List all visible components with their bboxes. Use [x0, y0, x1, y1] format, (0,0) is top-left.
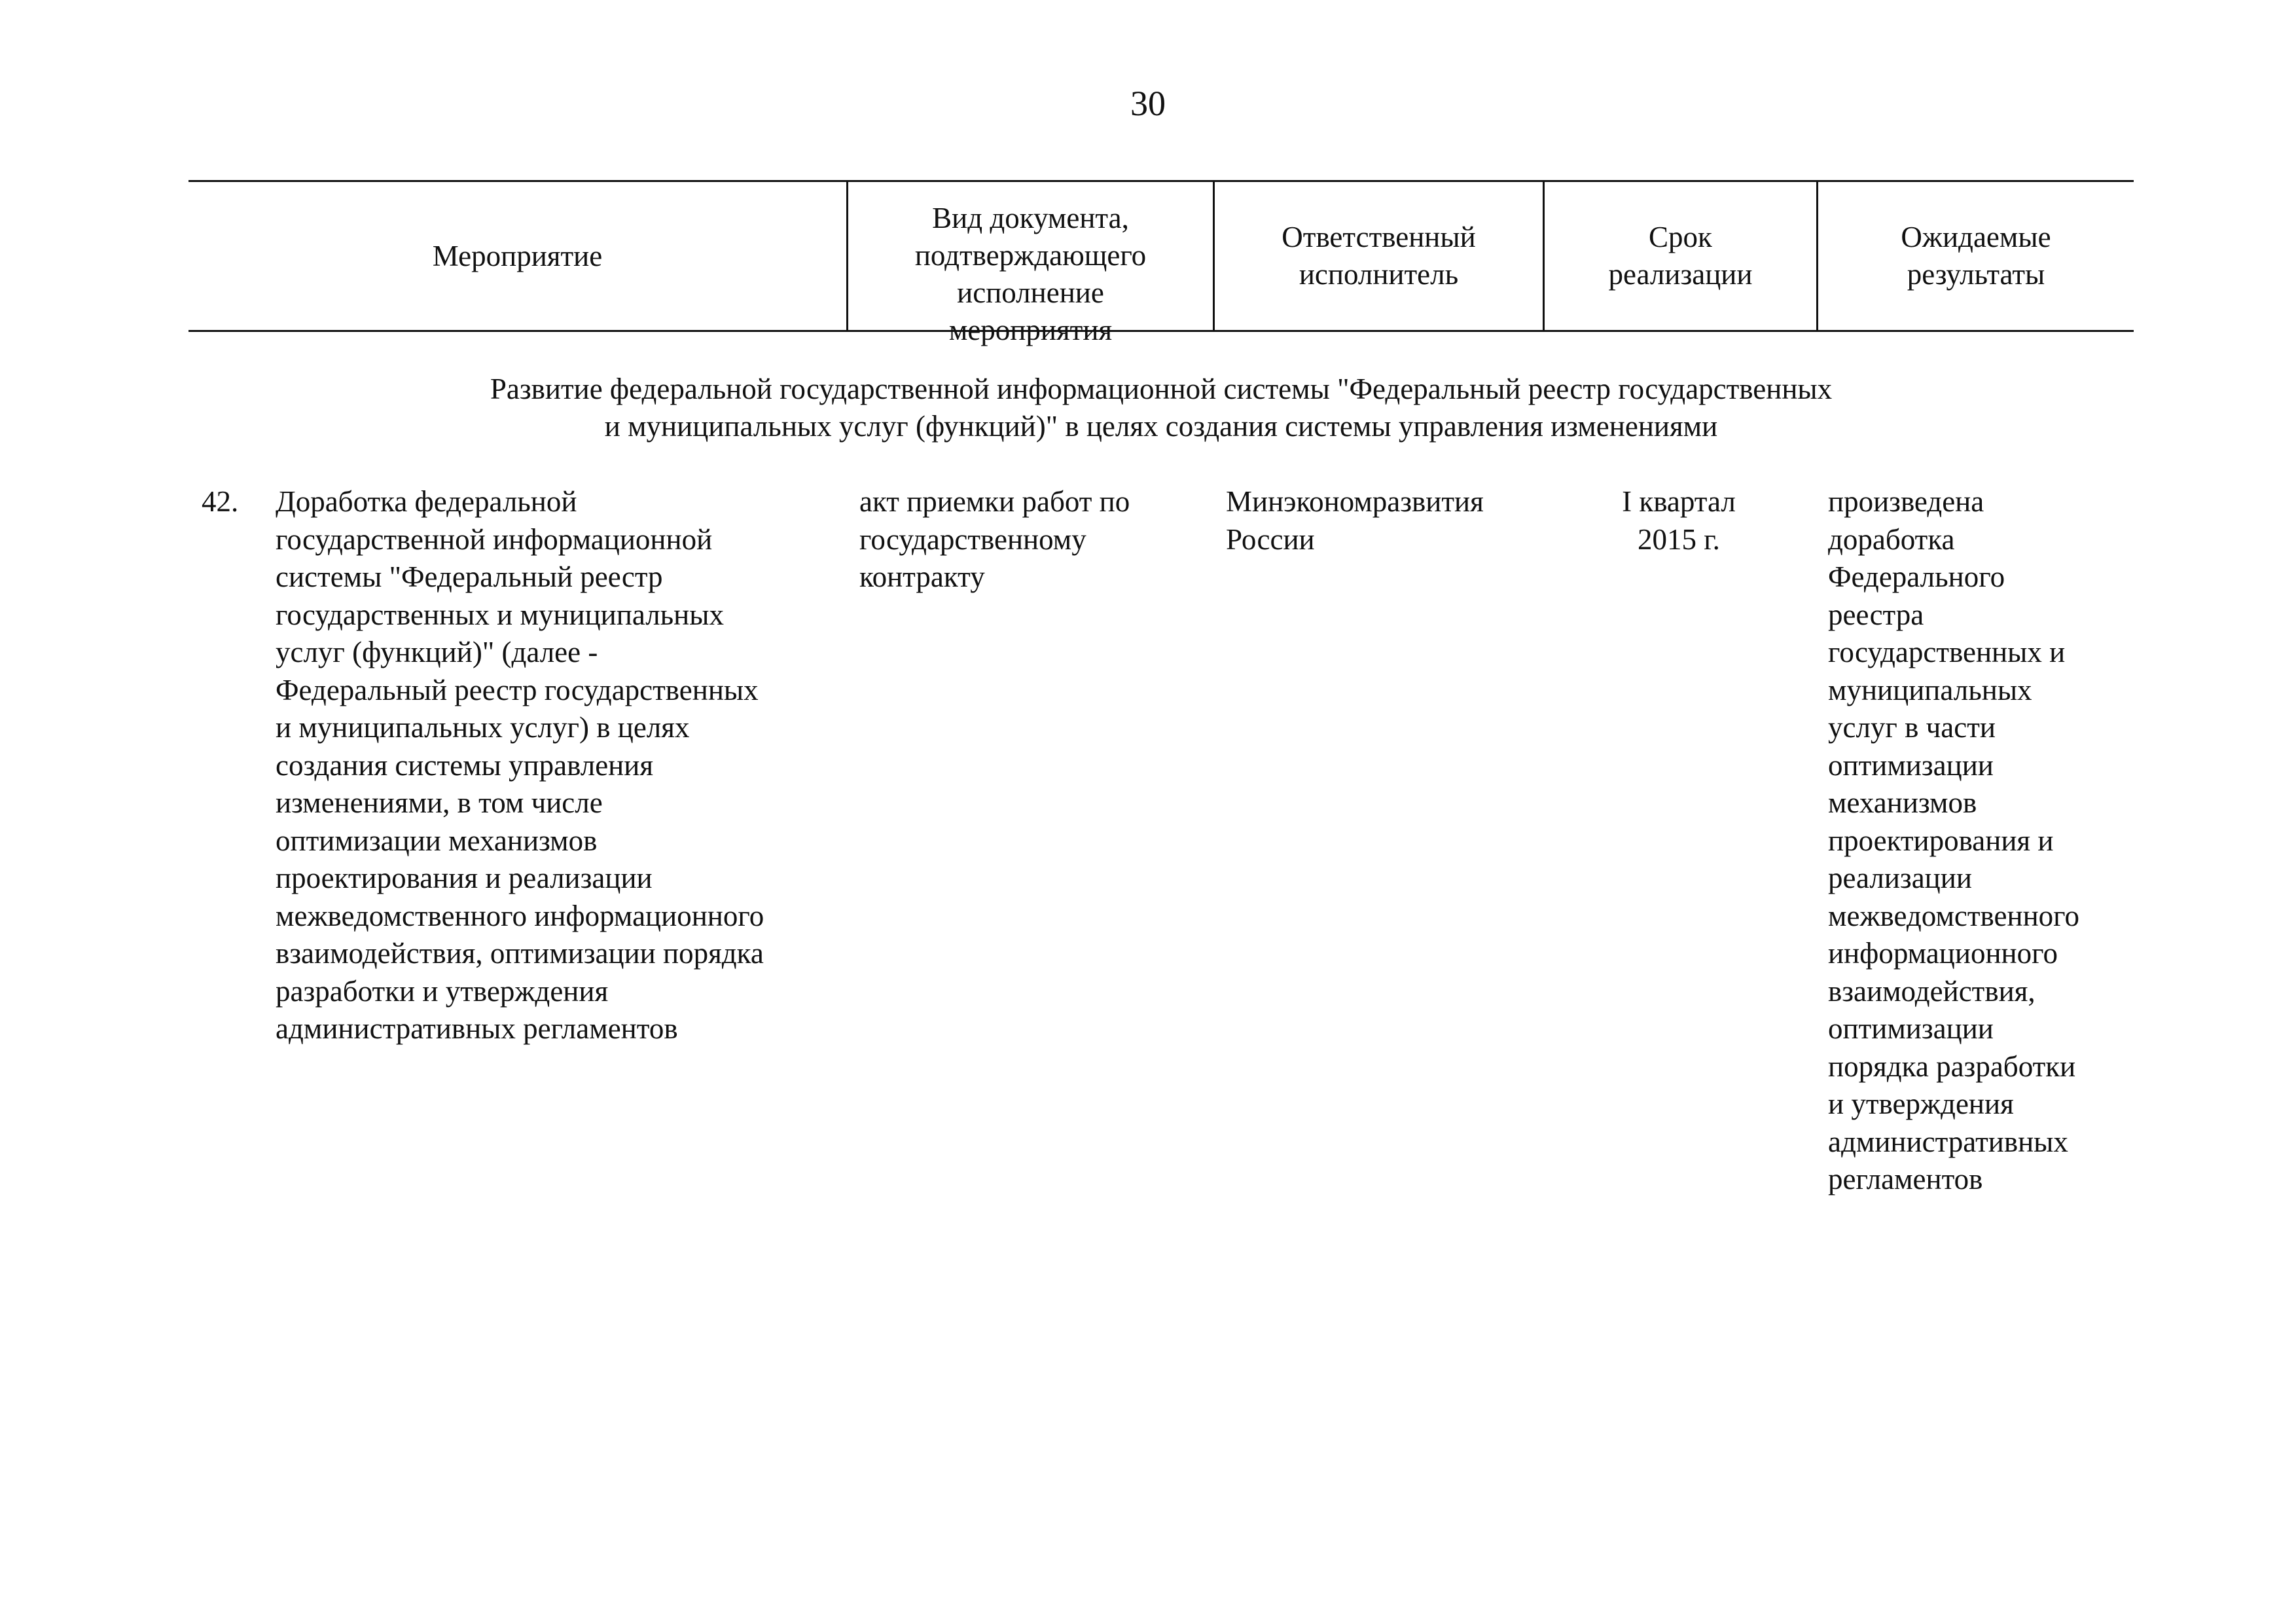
table-header: [188, 180, 2134, 346]
header-document-type: [846, 182, 1213, 346]
header-document-type-line: исполнение: [957, 276, 1104, 309]
row-responsible: [1226, 483, 1566, 558]
row-expected-results-line: доработка: [1828, 522, 1955, 556]
row-document-type-line: акт приемки работ по: [859, 485, 1130, 518]
header-responsible-line: исполнитель: [1299, 258, 1459, 291]
header-responsible-line: Ответственный: [1282, 221, 1476, 253]
row-event-line: государственных и муниципальных: [276, 598, 724, 631]
row-event-line: проектирования и реализации: [276, 862, 653, 894]
row-expected-results-line: оптимизации: [1828, 748, 1994, 782]
section-title: [188, 371, 2134, 445]
row-event-line: государственной информационной: [276, 522, 713, 556]
row-event-line: изменениями, в том числе: [276, 786, 603, 819]
header-expected-results-line: Ожидаемые: [1901, 221, 2051, 253]
row-deadline: [1571, 483, 1787, 558]
row-document-type-line: контракту: [859, 560, 985, 593]
row-expected-results-line: информационного: [1828, 937, 2058, 970]
row-deadline-line: 2015 г.: [1638, 522, 1720, 556]
header-responsible: [1213, 182, 1543, 330]
row-event-line: административных регламентов: [276, 1012, 678, 1045]
row-event-line: создания системы управления: [276, 748, 654, 782]
row-expected-results-line: государственных и: [1828, 636, 2066, 668]
row-expected-results-line: межведомственного: [1828, 899, 2080, 932]
row-number: 42.: [202, 485, 239, 518]
row-expected-results: [1828, 483, 2123, 1199]
row-deadline-line: I квартал: [1622, 485, 1736, 518]
row-event-line: взаимодействия, оптимизации порядка: [276, 937, 764, 970]
row-expected-results-line: и утверждения: [1828, 1087, 2014, 1120]
row-event-line: разработки и утверждения: [276, 974, 609, 1008]
header-document-type-line: подтверждающего: [914, 239, 1147, 272]
header-deadline: [1543, 182, 1816, 330]
row-expected-results-line: Федерального: [1828, 560, 2005, 593]
row-expected-results-line: механизмов: [1828, 786, 1977, 819]
section-title-line: Развитие федеральной государственной информационной системы "Федеральный реестр государственных: [490, 373, 1833, 405]
row-event-line: межведомственного информационного: [276, 899, 764, 932]
header-document-type-line: Вид документа,: [932, 202, 1129, 234]
row-expected-results-line: муниципальных: [1828, 673, 2032, 706]
header-event: [188, 182, 846, 330]
row-event: [276, 483, 852, 1048]
row-expected-results-line: оптимизации: [1828, 1012, 1994, 1045]
row-document-type-line: государственному: [859, 522, 1086, 556]
section-title-line: и муниципальных услуг (функций)" в целях создания системы управления изменениями: [604, 410, 1718, 443]
row-expected-results-line: услуг в части: [1828, 711, 1996, 744]
row-expected-results-line: регламентов: [1828, 1163, 1983, 1195]
row-event-line: Доработка федеральной: [276, 485, 577, 518]
row-event-line: услуг (функций)" (далее -: [276, 636, 598, 668]
row-expected-results-line: реестра: [1828, 598, 1924, 631]
row-document-type: [859, 483, 1213, 596]
header-expected-results: [1816, 182, 2134, 330]
row-event-line: системы "Федеральный реестр: [276, 560, 663, 593]
row-expected-results-line: произведена: [1828, 485, 1984, 518]
row-expected-results-line: порядка разработки: [1828, 1049, 2076, 1083]
header-deadline-line: реализации: [1608, 258, 1753, 291]
row-expected-results-line: взаимодействия,: [1828, 974, 2036, 1008]
header-expected-results-line: результаты: [1907, 258, 2045, 291]
header-deadline-line: Срок: [1649, 221, 1712, 253]
row-event-line: Федеральный реестр государственных: [276, 673, 759, 706]
row-responsible-line: Минэкономразвития: [1226, 485, 1484, 518]
row-expected-results-line: реализации: [1828, 862, 1972, 894]
row-event-line: оптимизации механизмов: [276, 824, 598, 857]
row-expected-results-line: административных: [1828, 1125, 2068, 1158]
row-responsible-line: России: [1226, 522, 1315, 556]
page-number: 30: [1130, 84, 1166, 123]
header-event-label: Мероприятие: [432, 239, 603, 272]
row-expected-results-line: проектирования и: [1828, 824, 2054, 857]
header-document-type-line: мероприятия: [948, 314, 1113, 346]
row-event-line: и муниципальных услуг) в целях: [276, 711, 690, 744]
